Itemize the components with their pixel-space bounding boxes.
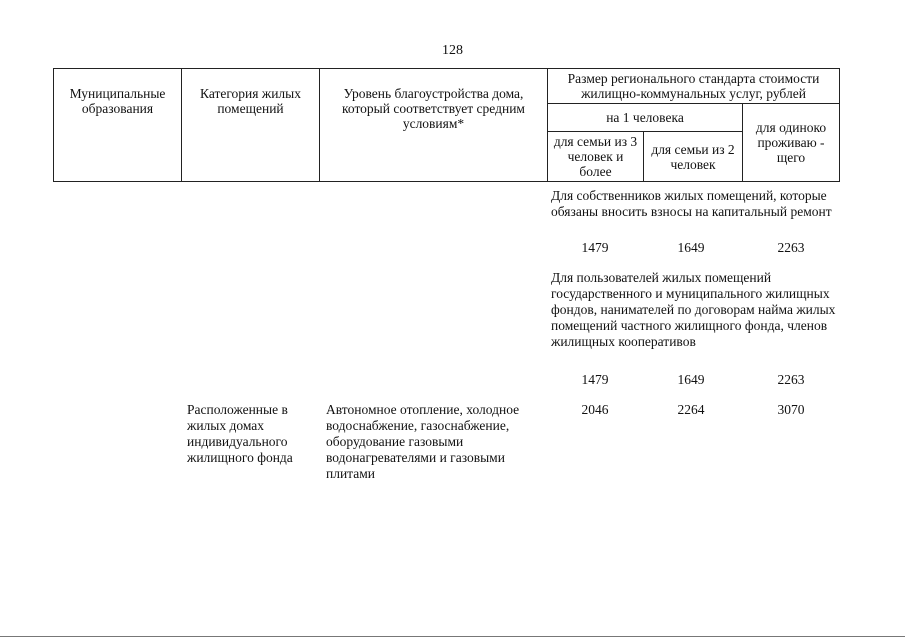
group-owners-title: Для собственников жилых помещений, которые обязаны вносить взносы на капитальный ремонт (551, 188, 832, 219)
header-family-2: для семьи из 2 человек (644, 132, 743, 182)
value-single: 3070 (777, 402, 805, 417)
value-family-3: 1479 (581, 372, 609, 387)
row-individual-values (0, 402, 905, 418)
header-category: Категория жилых помещений (182, 69, 320, 182)
value-single: 2263 (777, 372, 805, 387)
value-single: 2263 (777, 240, 805, 255)
table-header (53, 68, 840, 182)
group-users-title: Для пользователей жилых помещений государственного и муниципального жилищных фондов, нанимателей по договорам найма жилых помещений частного жилищного фонда, членов жилищных кооперативов (551, 270, 836, 349)
value-family-2: 2264 (677, 402, 705, 417)
header-per-person: на 1 человека (548, 104, 743, 132)
header-family-3: для семьи из 3 человек и более (548, 132, 644, 182)
header-level: Уровень благоустройства дома, который соответствует средним условиям* (320, 69, 548, 182)
value-family-3: 1479 (581, 240, 609, 255)
group-owners-values (0, 240, 905, 256)
row-individual-category: Расположенные в жилых домах индивидуального жилищного фонда (187, 402, 293, 465)
value-family-3: 2046 (581, 402, 609, 417)
group-users-values (0, 372, 905, 388)
page-number: 128 (442, 43, 463, 58)
header-municipal: Муниципальные образования (54, 69, 182, 182)
page-bottom-edge (0, 636, 905, 637)
header-standard-size: Размер регионального стандарта стоимости жилищно-коммунальных услуг, рублей (548, 69, 840, 104)
row-individual-level: Автономное отопление, холодное водоснабжение, газоснабжение, оборудование газовыми водонагревателями и газовыми плитами (326, 402, 520, 481)
value-family-2: 1649 (677, 372, 705, 387)
value-family-2: 1649 (677, 240, 705, 255)
header-single: для одиноко проживаю - щего (743, 104, 840, 182)
